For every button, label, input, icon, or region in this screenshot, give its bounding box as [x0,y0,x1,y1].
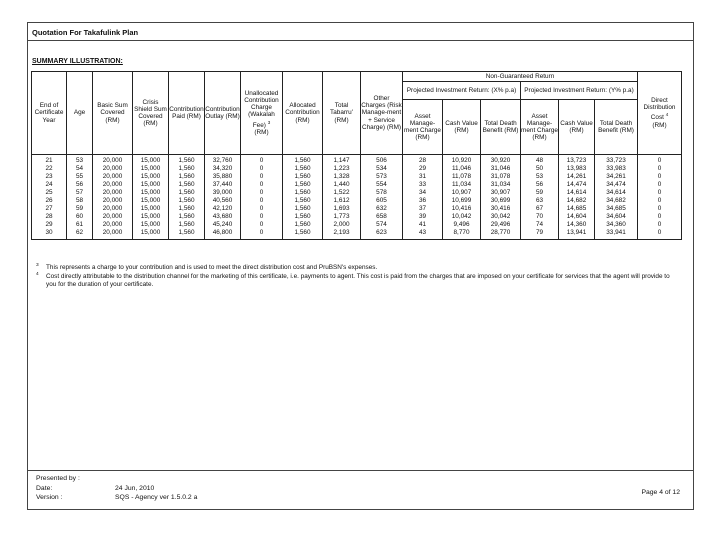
date-value: 24 Jun, 2010 [115,485,155,492]
table-cell: 37,440 [205,181,241,189]
footnote-ref-4: 4 [665,112,669,118]
table-cell: 30,699 [481,197,521,205]
table-cell: 0 [241,189,283,197]
page-number: Page 4 of 12 [641,489,680,496]
header-total-death-x: Total Death Benefit (RM) [481,100,521,155]
table-cell: 573 [361,173,403,181]
footnote-3 [36,264,676,272]
table-cell: 20,000 [93,165,133,173]
table-cell: 623 [361,229,403,240]
table-cell: 50 [521,165,559,173]
table-cell: 10,042 [443,213,481,221]
table-cell: 1,560 [283,197,323,205]
header-projected-x: Projected Investment Return: (X% p.a) [403,82,521,100]
table-cell: 1,560 [169,181,205,189]
header-basic-sum: Basic Sum Covered (RM) [93,72,133,155]
table-cell: 36 [403,197,443,205]
table-cell: 15,000 [133,221,169,229]
table-cell: 1,560 [283,205,323,213]
table-cell: 1,223 [323,165,361,173]
table-cell: 34 [403,189,443,197]
table-cell: 20,000 [93,213,133,221]
table-cell: 15,000 [133,213,169,221]
table-cell: 10,920 [443,155,481,166]
table-cell: 10,699 [443,197,481,205]
table-cell: 32,760 [205,155,241,166]
table-cell: 23 [32,173,67,181]
table-cell: 632 [361,205,403,213]
table-cell: 53 [521,173,559,181]
table-cell: 26 [32,197,67,205]
table-cell: 34,261 [595,173,638,181]
header-unallocated-unit: (RM) [254,128,269,136]
table-cell: 8,770 [443,229,481,240]
table-cell: 29 [32,221,67,229]
table-cell: 39,000 [205,189,241,197]
table-cell: 79 [521,229,559,240]
table-row [32,181,682,189]
table-cell: 11,034 [443,181,481,189]
document-title: Quotation For Takafulink Plan [32,28,139,37]
table-cell: 46,800 [205,229,241,240]
header-crisis-shield: Crisis Shield Sum Covered (RM) [133,72,169,155]
version-value: SQS - Agency ver 1.5.0.2 a [115,494,198,501]
summary-table [31,71,682,240]
table-cell: 63 [521,197,559,205]
table-cell: 28,770 [481,229,521,240]
table-cell: 11,078 [443,173,481,181]
table-cell: 14,685 [559,205,595,213]
header-total-tabarru: Total Tabarru' (RM) [323,72,361,155]
table-cell: 40,560 [205,197,241,205]
table-cell: 1,560 [283,189,323,197]
table-cell: 0 [638,173,682,181]
table-cell: 1,440 [323,181,361,189]
table-cell: 15,000 [133,229,169,240]
version-label: Version : [36,494,63,501]
footnote-4-text: Cost directly attributable to the distribution channel for the marketing of this certificate, i.e. payments to agent. This cost is paid from the charges that are imposed on your certificate for services that the agent will provide to you for the duration of your certificate. [46,273,670,288]
table-cell: 56 [521,181,559,189]
table-cell: 1,560 [169,221,205,229]
table-cell: 0 [638,181,682,189]
table-cell: 14,474 [559,181,595,189]
table-cell: 0 [241,205,283,213]
table-cell: 1,560 [169,205,205,213]
table-cell: 34,320 [205,165,241,173]
table-cell: 29 [403,165,443,173]
table-cell: 15,000 [133,189,169,197]
table-cell: 658 [361,213,403,221]
table-cell: 35,880 [205,173,241,181]
table-cell: 0 [638,155,682,166]
table-row [32,213,682,221]
table-cell: 1,522 [323,189,361,197]
header-other-charges: Other Charges (Risk Manage-ment + Service Charge) (RM) [361,72,403,155]
table-cell: 15,000 [133,155,169,166]
table-cell: 1,560 [169,213,205,221]
table-row [32,197,682,205]
table-cell: 30,920 [481,155,521,166]
table-cell: 15,000 [133,197,169,205]
table-cell: 13,983 [559,165,595,173]
header-asset-mgmt-y: Asset Manage-ment Charge (RM) [521,100,559,155]
table-cell: 24 [32,181,67,189]
table-cell: 22 [32,165,67,173]
table-cell: 14,614 [559,189,595,197]
table-cell: 534 [361,165,403,173]
presented-by-label: Presented by : [36,475,80,482]
table-row [32,221,682,229]
table-cell: 1,560 [283,155,323,166]
footnote-4-number: 4 [36,272,39,277]
table-cell: 31,078 [481,173,521,181]
table-cell: 554 [361,181,403,189]
table-row [32,205,682,213]
header-direct-distribution [638,72,682,155]
table-cell: 0 [241,155,283,166]
table-cell: 34,614 [595,189,638,197]
table-cell: 1,560 [283,221,323,229]
table-cell: 30,042 [481,213,521,221]
table-cell: 39 [403,213,443,221]
table-cell: 0 [241,173,283,181]
footnote-3-text: This represents a charge to your contribution and is used to meet the direct distribution cost and PruBSN's expenses. [46,264,378,271]
footnotes [36,264,676,290]
table-cell: 1,560 [169,229,205,240]
table-cell: 28 [32,213,67,221]
table-cell: 43,680 [205,213,241,221]
table-cell: 31,034 [481,181,521,189]
table-cell: 0 [241,221,283,229]
table-cell: 14,604 [559,213,595,221]
table-cell: 0 [638,213,682,221]
table-cell: 15,000 [133,181,169,189]
table-row [32,173,682,181]
table-cell: 1,612 [323,197,361,205]
table-cell: 1,560 [169,197,205,205]
header-end-of-year: End of Certificate Year [32,72,67,155]
table-cell: 31 [403,173,443,181]
footnote-4 [36,273,676,289]
table-cell: 41 [403,221,443,229]
table-cell: 14,360 [559,221,595,229]
header-total-death-y: Total Death Benefit (RM) [595,100,638,155]
header-projected-y: Projected Investment Return: (Y% p.a) [521,82,638,100]
summary-table-body [32,155,682,240]
footnote-ref-3: 3 [267,119,271,125]
table-cell: 1,328 [323,173,361,181]
table-cell: 34,685 [595,205,638,213]
table-row [32,165,682,173]
table-row [32,155,682,166]
table-cell: 506 [361,155,403,166]
header-age: Age [67,72,93,155]
header-cash-value-y: Cash Value (RM) [559,100,595,155]
table-row [32,189,682,197]
table-cell: 33 [403,181,443,189]
table-cell: 13,723 [559,155,595,166]
table-cell: 30,416 [481,205,521,213]
table-cell: 42,120 [205,205,241,213]
header-direct-distribution-text: Direct Distribution Cost [643,97,676,122]
table-cell: 1,560 [283,181,323,189]
table-cell: 1,560 [283,173,323,181]
table-cell: 0 [638,205,682,213]
table-cell: 1,560 [169,155,205,166]
table-cell: 0 [638,189,682,197]
table-cell: 10,907 [443,189,481,197]
table-cell: 1,560 [169,189,205,197]
table-cell: 43 [403,229,443,240]
table-cell: 605 [361,197,403,205]
table-cell: 30,907 [481,189,521,197]
table-cell: 11,046 [443,165,481,173]
table-cell: 0 [241,213,283,221]
table-cell: 57 [67,189,93,197]
table-cell: 34,360 [595,221,638,229]
table-cell: 53 [67,155,93,166]
table-cell: 34,682 [595,197,638,205]
table-cell: 56 [67,181,93,189]
table-cell: 59 [67,205,93,213]
table-cell: 2,193 [323,229,361,240]
table-cell: 0 [638,165,682,173]
table-cell: 13,941 [559,229,595,240]
header-contribution-outlay: Contribution Outlay (RM) [205,72,241,155]
table-cell: 31,046 [481,165,521,173]
header-asset-mgmt-x: Asset Manage-ment Charge (RM) [403,100,443,155]
table-cell: 15,000 [133,165,169,173]
table-cell: 67 [521,205,559,213]
table-cell: 0 [241,181,283,189]
table-cell: 62 [67,229,93,240]
table-cell: 21 [32,155,67,166]
table-cell: 1,560 [283,213,323,221]
header-unallocated-text: Unallocated Contribution Charge (Wakalah Fee) [244,89,279,129]
table-cell: 20,000 [93,181,133,189]
table-cell: 20,000 [93,173,133,181]
table-cell: 45,240 [205,221,241,229]
table-cell: 1,560 [283,229,323,240]
table-cell: 9,496 [443,221,481,229]
table-cell: 1,773 [323,213,361,221]
table-cell: 0 [241,165,283,173]
table-cell: 1,693 [323,205,361,213]
table-cell: 34,604 [595,213,638,221]
table-cell: 14,261 [559,173,595,181]
table-cell: 55 [67,173,93,181]
footnote-3-number: 3 [36,263,39,268]
table-cell: 34,474 [595,181,638,189]
table-cell: 1,147 [323,155,361,166]
table-cell: 20,000 [93,155,133,166]
table-cell: 1,560 [283,165,323,173]
table-cell: 28 [403,155,443,166]
header-non-guaranteed: Non-Guaranteed Return [403,72,638,82]
header-unallocated [241,72,283,155]
table-cell: 20,000 [93,205,133,213]
table-cell: 70 [521,213,559,221]
table-cell: 33,983 [595,165,638,173]
table-cell: 27 [32,205,67,213]
table-cell: 74 [521,221,559,229]
header-cash-value-x: Cash Value (RM) [443,100,481,155]
table-cell: 20,000 [93,189,133,197]
table-cell: 20,000 [93,197,133,205]
table-cell: 60 [67,213,93,221]
table-cell: 578 [361,189,403,197]
table-cell: 61 [67,221,93,229]
table-cell: 54 [67,165,93,173]
table-cell: 0 [638,229,682,240]
table-cell: 59 [521,189,559,197]
table-cell: 20,000 [93,229,133,240]
table-cell: 1,560 [169,173,205,181]
table-cell: 2,000 [323,221,361,229]
table-cell: 48 [521,155,559,166]
table-cell: 29,496 [481,221,521,229]
header-contribution-paid: Contribution Paid (RM) [169,72,205,155]
footer-divider [27,470,694,471]
table-cell: 37 [403,205,443,213]
table-cell: 0 [241,229,283,240]
table-cell: 33,723 [595,155,638,166]
header-direct-distribution-unit: (RM) [652,121,667,129]
table-cell: 33,941 [595,229,638,240]
table-cell: 58 [67,197,93,205]
date-label: Date: [36,485,53,492]
table-cell: 574 [361,221,403,229]
table-cell: 14,682 [559,197,595,205]
table-cell: 25 [32,189,67,197]
table-cell: 15,000 [133,173,169,181]
table-cell: 30 [32,229,67,240]
table-cell: 20,000 [93,221,133,229]
table-cell: 0 [241,197,283,205]
header-allocated: Allocated Contribution (RM) [283,72,323,155]
table-cell: 10,416 [443,205,481,213]
table-row [32,229,682,240]
title-divider [27,40,694,41]
table-cell: 1,560 [169,165,205,173]
table-cell: 15,000 [133,205,169,213]
section-title: SUMMARY ILLUSTRATION: [32,58,123,65]
table-cell: 0 [638,221,682,229]
table-cell: 0 [638,197,682,205]
